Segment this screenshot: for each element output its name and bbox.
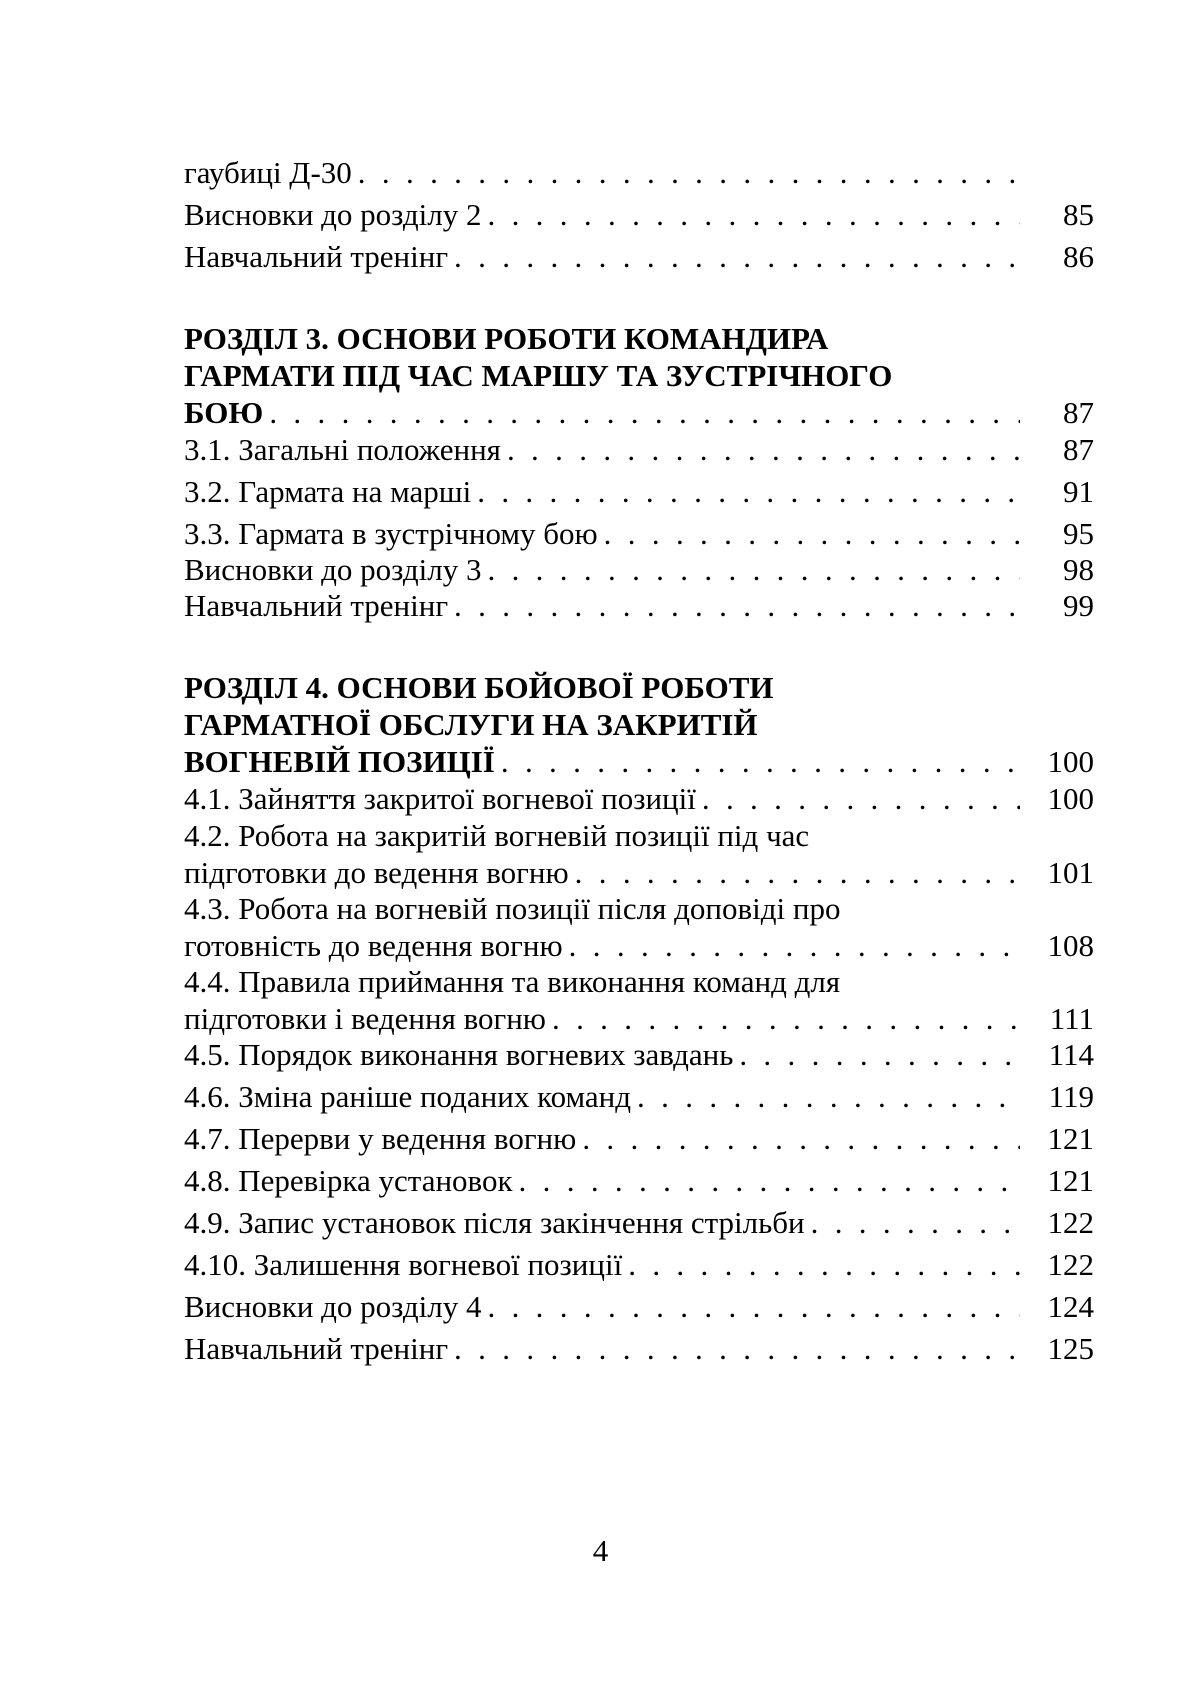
dot-leader	[454, 237, 1020, 277]
toc-entry-title: Навчальний тренінг	[184, 1331, 449, 1366]
dot-leader	[637, 1077, 1020, 1117]
toc-entry-3-3	[184, 514, 1094, 554]
toc-entry-4-10	[184, 1245, 1094, 1285]
toc-entry-page: 125	[1047, 1331, 1094, 1366]
toc-entry-page: 95	[1063, 516, 1094, 551]
toc-entry-page: 87	[1063, 432, 1094, 467]
toc-entry-4-3-line-1: 4.3. Робота на вогневій позиції після доповіді про	[184, 891, 841, 926]
toc-entry-page: 108	[1047, 928, 1094, 963]
toc-entry-page: 124	[1047, 1289, 1094, 1324]
dot-leader	[582, 1119, 1020, 1159]
toc-entry-4-9	[184, 1203, 1094, 1243]
page-number: 4	[592, 1533, 609, 1568]
toc-entry-title: Висновки до розділу 4	[184, 1289, 482, 1324]
dot-leader	[501, 742, 1020, 782]
toc-entry-training-2	[184, 237, 1094, 277]
dot-leader	[739, 1035, 1020, 1075]
dot-leader	[269, 393, 1020, 433]
toc-entry-conclusions-2	[184, 195, 1094, 235]
toc-entry-title: 4.6. Зміна раніше поданих команд	[184, 1079, 632, 1114]
toc-entry-title: 4.5. Порядок виконання вогневих завдань	[184, 1037, 734, 1072]
toc-entry-page: 86	[1063, 239, 1094, 274]
toc-entry-conclusions-3	[184, 550, 1094, 590]
toc-entry-4-4-line-2	[184, 999, 1094, 1039]
toc-entry-page: 114	[1048, 1037, 1094, 1072]
dot-leader	[575, 853, 1020, 893]
toc-entry-training-3	[184, 586, 1094, 626]
toc-entry-title: 4.7. Перерви у ведення вогню	[184, 1121, 577, 1156]
toc-entry-page: 91	[1063, 474, 1094, 509]
toc-entry-page: 98	[1063, 552, 1094, 587]
section-4-heading-line-3	[184, 742, 1094, 782]
toc-entry-3-1	[184, 430, 1094, 470]
toc-entry-title: ВОГНЕВІЙ ПОЗИЦІЇ	[184, 744, 495, 779]
toc-entry-title: 3.2. Гармата на марші	[184, 474, 472, 509]
toc-entry-title: 4.10. Залишення вогневої позиції	[184, 1247, 623, 1282]
toc-entry-title: БОЮ	[184, 395, 264, 430]
section-4-heading-line-2: ГАРМАТНОЇ ОБСЛУГИ НА ЗАКРИТІЙ	[184, 707, 758, 742]
toc-entry-title: Навчальний тренінг	[184, 239, 449, 274]
toc-entry-page: 122	[1047, 1247, 1094, 1282]
toc-entry-4-8	[184, 1161, 1094, 1201]
toc-entry-title: Навчальний тренінг	[184, 588, 449, 623]
dot-leader	[487, 195, 1020, 235]
toc-entry-page: 87	[1063, 395, 1094, 430]
toc-entry-title: 4.9. Запис установок після закінчення стрільби	[184, 1205, 805, 1240]
toc-entry-page: 121	[1047, 1163, 1094, 1198]
toc-entry-page: 100	[1047, 744, 1094, 779]
toc-entry-4-6	[184, 1077, 1094, 1117]
dot-leader	[477, 472, 1020, 512]
section-3-heading-line-3	[184, 393, 1094, 433]
toc-entry-page: 119	[1048, 1079, 1094, 1114]
dot-leader	[811, 1203, 1020, 1243]
toc-entry-title: 3.1. Загальні положення	[184, 432, 501, 467]
toc-entry-title: гаубиці Д-30	[184, 155, 352, 190]
toc-entry-d30	[184, 153, 1094, 193]
dot-leader	[454, 586, 1020, 626]
toc-entry-4-7	[184, 1119, 1094, 1159]
toc-entry-page: 101	[1047, 855, 1094, 890]
toc-entry-title: підготовки і ведення вогню	[184, 1001, 546, 1036]
toc-entry-title: підготовки до ведення вогню	[184, 855, 569, 890]
dot-leader	[487, 1287, 1020, 1327]
toc-entry-title: 4.1. Зайняття закритої вогневої позиції	[184, 781, 696, 816]
table-of-contents	[184, 0, 1094, 1703]
dot-leader	[519, 1161, 1020, 1201]
toc-entry-4-4-line-1: 4.4. Правила приймання та виконання команд для	[184, 964, 841, 999]
toc-entry-title: готовність до ведення вогню	[184, 928, 563, 963]
dot-leader	[507, 430, 1020, 470]
toc-entry-title: Висновки до розділу 3	[184, 552, 482, 587]
toc-entry-page: 121	[1047, 1121, 1094, 1156]
toc-entry-page: 99	[1063, 588, 1094, 623]
dot-leader	[702, 779, 1020, 819]
section-3-heading-line-2: ГАРМАТИ ПІД ЧАС МАРШУ ТА ЗУСТРІЧНОГО	[184, 358, 893, 393]
toc-entry-title: Висновки до розділу 2	[184, 197, 482, 232]
toc-entry-4-2-line-2	[184, 853, 1094, 893]
toc-entry-3-2	[184, 472, 1094, 512]
section-4-heading-line-1: РОЗДІЛ 4. ОСНОВИ БОЙОВОЇ РОБОТИ	[184, 670, 774, 705]
toc-entry-page: 100	[1047, 781, 1094, 816]
toc-entry-page: 111	[1049, 1001, 1094, 1036]
toc-entry-4-2-line-1: 4.2. Робота на закритій вогневій позиції під час	[184, 818, 810, 853]
dot-leader	[628, 1245, 1020, 1285]
toc-entry-page: 122	[1047, 1205, 1094, 1240]
dot-leader	[552, 999, 1020, 1039]
toc-entry-4-3-line-2	[184, 926, 1094, 966]
toc-entry-training-4	[184, 1329, 1094, 1369]
toc-entry-4-5	[184, 1035, 1094, 1075]
section-3-heading-line-1: РОЗДІЛ 3. ОСНОВИ РОБОТИ КОМАНДИРА	[184, 321, 829, 356]
toc-entry-page: 85	[1063, 197, 1094, 232]
toc-entry-title: 4.8. Перевірка установок	[184, 1163, 513, 1198]
dot-leader	[604, 514, 1020, 554]
dot-leader	[454, 1329, 1020, 1369]
toc-entry-conclusions-4	[184, 1287, 1094, 1327]
toc-entry-title: 3.3. Гармата в зустрічному бою	[184, 516, 598, 551]
toc-entry-4-1	[184, 779, 1094, 819]
dot-leader	[358, 153, 1020, 193]
dot-leader	[569, 926, 1020, 966]
dot-leader	[487, 550, 1020, 590]
